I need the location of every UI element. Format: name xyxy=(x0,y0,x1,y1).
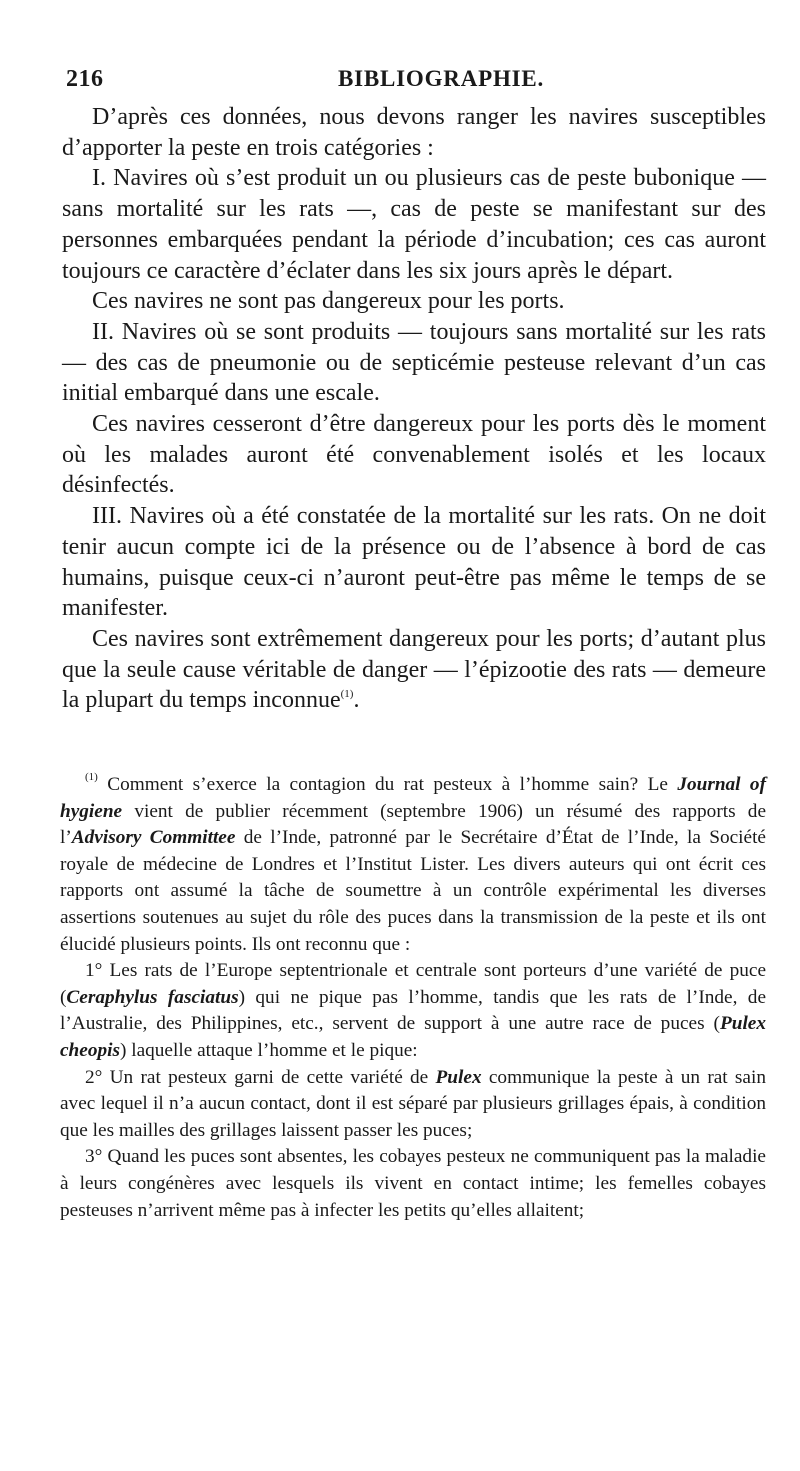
running-head: BIBLIOGRAPHIE. xyxy=(338,66,545,91)
footnote-point-2 xyxy=(60,1065,766,1145)
paragraph-text: Ces navires sont extrêmement dangereux pour les ports; d’autant plus que la seule cause véritable de danger — l’épizootie des rats — demeure la plupart du temps inconnue xyxy=(62,625,766,714)
page-number: 216 xyxy=(66,66,104,92)
paragraph-category-1-note: Ces navires ne sont pas dangereux pour les ports. xyxy=(92,288,565,315)
paragraph-intro: D’après ces données, nous devons ranger les navires susceptibles d’apporter la peste en trois catégories : xyxy=(62,104,766,161)
footnote-text: ) qui ne pique pas l’homme, tandis que les rats de l’Inde, de l’Australie, des Philippines, etc., servent de support à une autre race de puces ( xyxy=(60,986,766,1035)
footnote-text: communique la peste à un rat sain avec lequel il n’a aucun contact, dont il est séparé par plusieurs grillages épais, à condition que les mailles des grillages laissent passer les puces; xyxy=(60,1066,766,1141)
footnote-point-3: 3° Quand les puces sont absentes, les cobayes pesteux ne communiquent pas la maladie à leurs congénères avec lesquels ils vivent en contact intime; les femelles cobayes pesteuses n’arrivent même pas à infecter les petits qu’elles allaitent; xyxy=(60,1146,766,1221)
footnote-1 xyxy=(60,772,766,958)
paragraph-category-3-note xyxy=(62,624,766,716)
footnote-marker: (1) xyxy=(85,771,98,783)
footnote-text: de l’Inde, patronné par le Secrétaire d’État de l’Inde, la Société royale de médecine de Londres et l’Institut Lister. Les divers auteurs qui ont écrit ces rapports ont assumé la tâche de soumettre à un contrôle expérimental les diverses assertions soutenues au sujet du rôle des puces dans la transmission de la peste et ils ont élucidé plusieurs points. Ils ont reconnu que : xyxy=(60,827,766,955)
footnote-reference[interactable]: (1) xyxy=(340,688,354,701)
main-text xyxy=(62,102,766,716)
footnote-point-1 xyxy=(60,958,766,1064)
footnote-text: 2° Un rat pesteux garni de cette variété de xyxy=(85,1066,436,1088)
paragraph-category-3: III. Navires où a été constatée de la mortalité sur les rats. On ne doit tenir aucun compte ici de la présence ou de l’absence à bord de cas humains, puisque ceux-ci n’auront peut-être pas même le temps de se manifester. xyxy=(62,503,766,622)
page-header xyxy=(66,66,766,100)
footnotes xyxy=(60,772,766,1224)
species-name: Pulex cheopis xyxy=(60,1013,766,1061)
footnote-text: vient de publier récemment (septembre 1906) un résumé des rapports de l’ xyxy=(60,800,766,849)
species-name: Ceraphylus fasciatus xyxy=(66,986,239,1008)
paragraph-end: . xyxy=(353,687,360,714)
paragraph-category-2: II. Navires où se sont produits — toujours sans mortalité sur les rats — des cas de pneumonie ou de septicémie pesteuse relevant d’un cas initial embarqué dans une escale. xyxy=(62,318,766,407)
footnote-text: Comment s’exerce la contagion du rat pesteux à l’homme sain? Le xyxy=(97,774,678,795)
genus-name: Pulex xyxy=(435,1066,482,1088)
footnote-text: ) laquelle attaque l’homme et le pique: xyxy=(119,1039,418,1061)
footnote-text: 1° Les rats de l’Europe septentrionale et centrale sont porteurs d’une variété de puce ( xyxy=(60,960,766,1008)
committee-name: Advisory Committee xyxy=(71,827,236,849)
journal-title: Journal of hygiene xyxy=(60,774,766,822)
paragraph-category-1: I. Navires où s’est produit un ou plusieurs cas de peste bubonique — sans mortalité sur les rats —, cas de peste se manifestant sur des personnes embarquées pendant la période d’incubation; ces cas auront toujours ce caractère d’éclater dans les six jours après le départ. xyxy=(62,165,766,284)
paragraph-category-2-note: Ces navires cesseront d’être dangereux pour les ports dès le moment où les malades auront été convenablement isolés et les locaux désinfectés. xyxy=(62,411,766,499)
